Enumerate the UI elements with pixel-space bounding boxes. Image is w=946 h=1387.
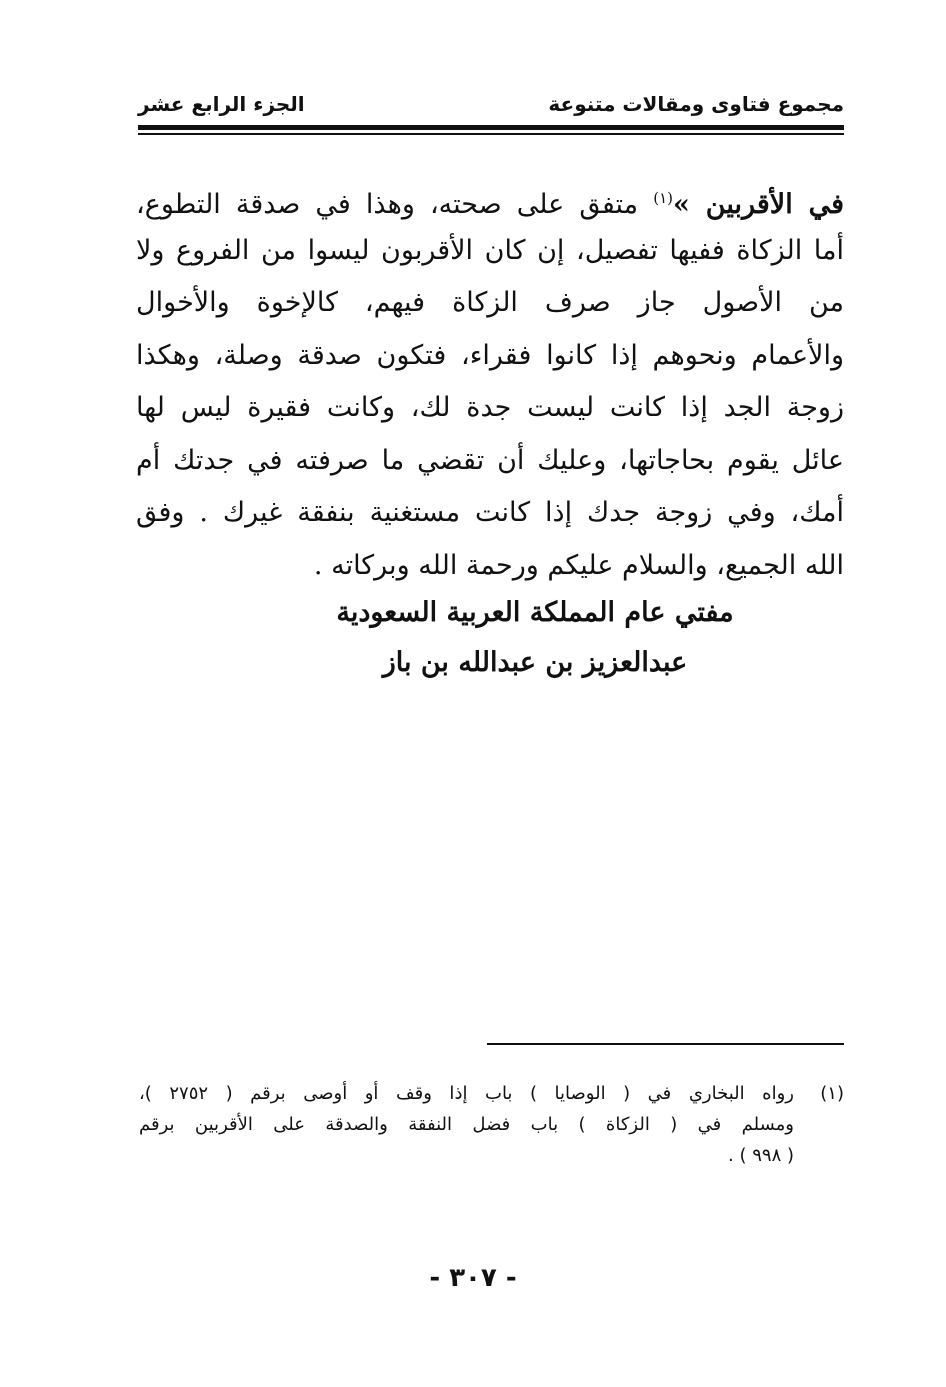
footnote-separator [487, 1043, 844, 1045]
page-number: - ٣٠٧ - [429, 1263, 517, 1293]
body-line-6: عائل يقوم بحاجاتها، وعليك أن تقضي ما صرفته في جدتك أم [136, 444, 844, 476]
footnote-row-2 [136, 1109, 844, 1140]
signature-block [136, 588, 844, 688]
body-line-5: زوجة الجد إذا كانت ليست جدة لك، وكانت فقيرة ليس لها [136, 392, 844, 423]
header-rule-thick [138, 125, 844, 130]
volume-label: الجزء الرابع عشر [138, 92, 305, 116]
body-line-2: أما الزكاة ففيها تفصيل، إن كان الأقربون ليسوا من الفروع ولا [136, 234, 844, 266]
quote-end: في الأقربين » [673, 189, 844, 220]
footnote-number: (١) [820, 1083, 844, 1104]
body-line-1 [136, 172, 844, 225]
footnote-row-3 [136, 1140, 844, 1171]
body-text [136, 172, 844, 592]
signature-title: مفتي عام المملكة العربية السعودية [336, 597, 734, 628]
footnote-line-2: ومسلم في ( الزكاة ) باب فضل النفقة والصدقة على الأقربين برقم [139, 1114, 794, 1135]
body-line-7: أمك، وفي زوجة جدك إذا كانت مستغنية بنفقة غيرك . وفق [136, 497, 844, 528]
body-line-3: من الأصول جاز صرف الزكاة فيهم، كالإخوة والأخوال [136, 287, 844, 318]
footnote-reference: (١) [653, 189, 673, 207]
signature-name: عبدالعزيز بن عبدالله بن باز [382, 647, 688, 678]
header-rule-thin [138, 133, 844, 135]
body-line-4: والأعمام ونحوهم إذا كانوا فقراء، فتكون صدقة وصلة، وهكذا [136, 339, 844, 371]
footnote-line-1: رواه البخاري في ( الوصايا ) باب إذا وقف أو أوصى برقم ( ٢٧٥٢ )، [139, 1083, 794, 1104]
body-line-1-rest: متفق على صحته، وهذا في صدقة التطوع، [136, 189, 654, 220]
footnote-line-3: ( ٩٩٨ ) . [728, 1145, 794, 1166]
page-header [138, 92, 844, 124]
footnote [136, 1078, 844, 1171]
book-title: مجموع فتاوى ومقالات متنوعة [548, 92, 844, 116]
body-line-8: الله الجميع، والسلام عليكم ورحمة الله وبركاته . [313, 549, 844, 581]
footnote-row-1 [136, 1078, 844, 1109]
